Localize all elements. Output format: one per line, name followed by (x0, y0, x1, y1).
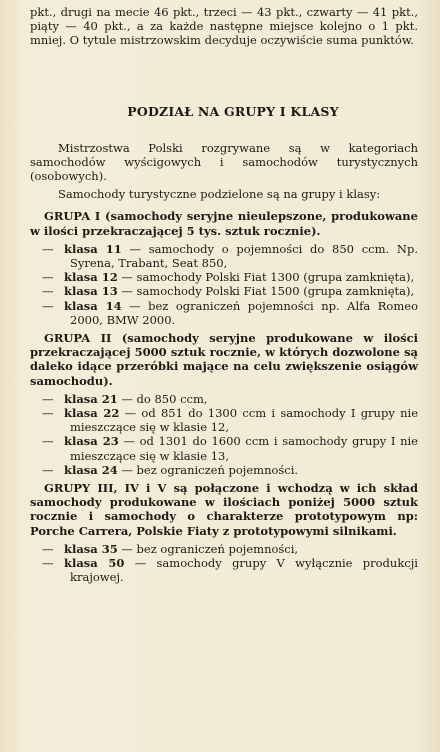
section-heading: PODZIAŁ NA GRUPY I KLASY (127, 103, 339, 119)
group-3-5-description (30, 481, 418, 538)
class-label: klasa 11 (64, 241, 122, 256)
class-label: klasa 50 (64, 556, 125, 571)
class-text: — od 1301 do 1600 ccm i samochody grupy I nie mieszczące się w klasie 13, (70, 434, 418, 463)
class-label: klasa 22 (64, 406, 120, 421)
class-item: — klasa 50 — samochody grupy V wyłącznie produkcji krajowej. (42, 556, 418, 585)
class-item: — klasa 13 — samochody Polski Fiat 1500 (grupa zamknięta), (42, 284, 415, 299)
class-item: — klasa 11 — samochody o pojemności do 850 ccm. Np. Syrena, Trabant, Seat 850, (42, 241, 418, 271)
class-text: — do 850 ccm, (117, 391, 208, 406)
class-text: — od 851 do 1300 ccm i samochody I grupy nie mieszczące się w klasie 12, (70, 406, 418, 435)
group-1-text: (samochody seryjne nieulepszone, produkowane w ilości przekraczającej 5 tys. sztuk rocznie). (30, 209, 418, 238)
paragraph-championships: Mistrzostwa Polski rozgrywane są w kategoriach samochodów wyścigowych i samochodów turystycznych (osobowych). (30, 140, 418, 184)
class-item: — klasa 21 — do 850 ccm, (42, 391, 208, 406)
class-label: klasa 12 (64, 270, 118, 285)
group-2-text: (samochody seryjne produkowane w ilości przekraczającej 5000 sztuk rocznie, w których dozwolone są daleko idące przeróbki mające na celu zwiększenie osiągów samochodu). (30, 331, 419, 388)
group-1-description (30, 209, 418, 237)
class-label: klasa 21 (64, 391, 118, 406)
class-item: — klasa 35 — bez ograniczeń pojemności, (42, 541, 299, 556)
intro-paragraph: pkt., drugi na mecie 46 pkt., trzeci — 43 pkt., czwarty — 41 pkt., piąty — 40 pkt., a za każde następne miejsce kolejno o 1 pkt. mniej. O tytule mistrzowskim decyduje oczywiście suma punktów. (30, 5, 418, 48)
paragraph-touring-cars: Samochody turystyczne podzielone są na grupy i klasy: (58, 187, 381, 202)
class-label: klasa 14 (64, 298, 122, 313)
group-1-heading: GRUPA I (44, 209, 101, 224)
group-2-heading: GRUPA II (44, 331, 112, 346)
class-item: — klasa 24 — bez ograniczeń pojemności. (42, 462, 299, 477)
class-label: klasa 35 (64, 541, 118, 556)
class-text: — bez ograniczeń pojemności np. Alfa Romeo 2000, BMW 2000. (70, 298, 418, 327)
group-2-description (30, 331, 418, 388)
group-3-5-text: są połączone i wchodzą w ich skład samochody produkowane w ilościach poniżej 5000 sztuk rocznie i samochody o charakterze prototypowym np: Porche Carrera, Polskie Fiaty z prototypowymi silnikami. (30, 481, 418, 538)
class-item: — klasa 14 — bez ograniczeń pojemności np. Alfa Romeo 2000, BMW 2000. (42, 298, 418, 327)
class-text: — samochody grupy V wyłącznie produkcji krajowej. (70, 556, 418, 585)
class-item: — klasa 12 — samochody Polski Fiat 1300 (grupa zamknięta), (42, 270, 415, 285)
class-text: — bez ograniczeń pojemności, (117, 541, 299, 556)
class-label: klasa 13 (64, 284, 118, 299)
class-text: — samochody Polski Fiat 1300 (grupa zamknięta), (117, 270, 415, 285)
class-text: — samochody Polski Fiat 1500 (grupa zamknięta), (117, 284, 415, 299)
group-3-5-heading: GRUPY III, IV i V (44, 481, 167, 496)
class-label: klasa 23 (64, 434, 119, 449)
class-text: — bez ograniczeń pojemności. (117, 462, 299, 477)
class-text: — samochody o pojemności do 850 ccm. Np. Syrena, Trabant, Seat 850, (70, 241, 418, 271)
class-label: klasa 24 (64, 462, 118, 477)
class-item: — klasa 22 — od 851 do 1300 ccm i samochody I grupy nie mieszczące się w klasie 12, (42, 406, 418, 435)
class-item: — klasa 23 — od 1301 do 1600 ccm i samochody grupy I nie mieszczące się w klasie 13, (42, 434, 418, 463)
